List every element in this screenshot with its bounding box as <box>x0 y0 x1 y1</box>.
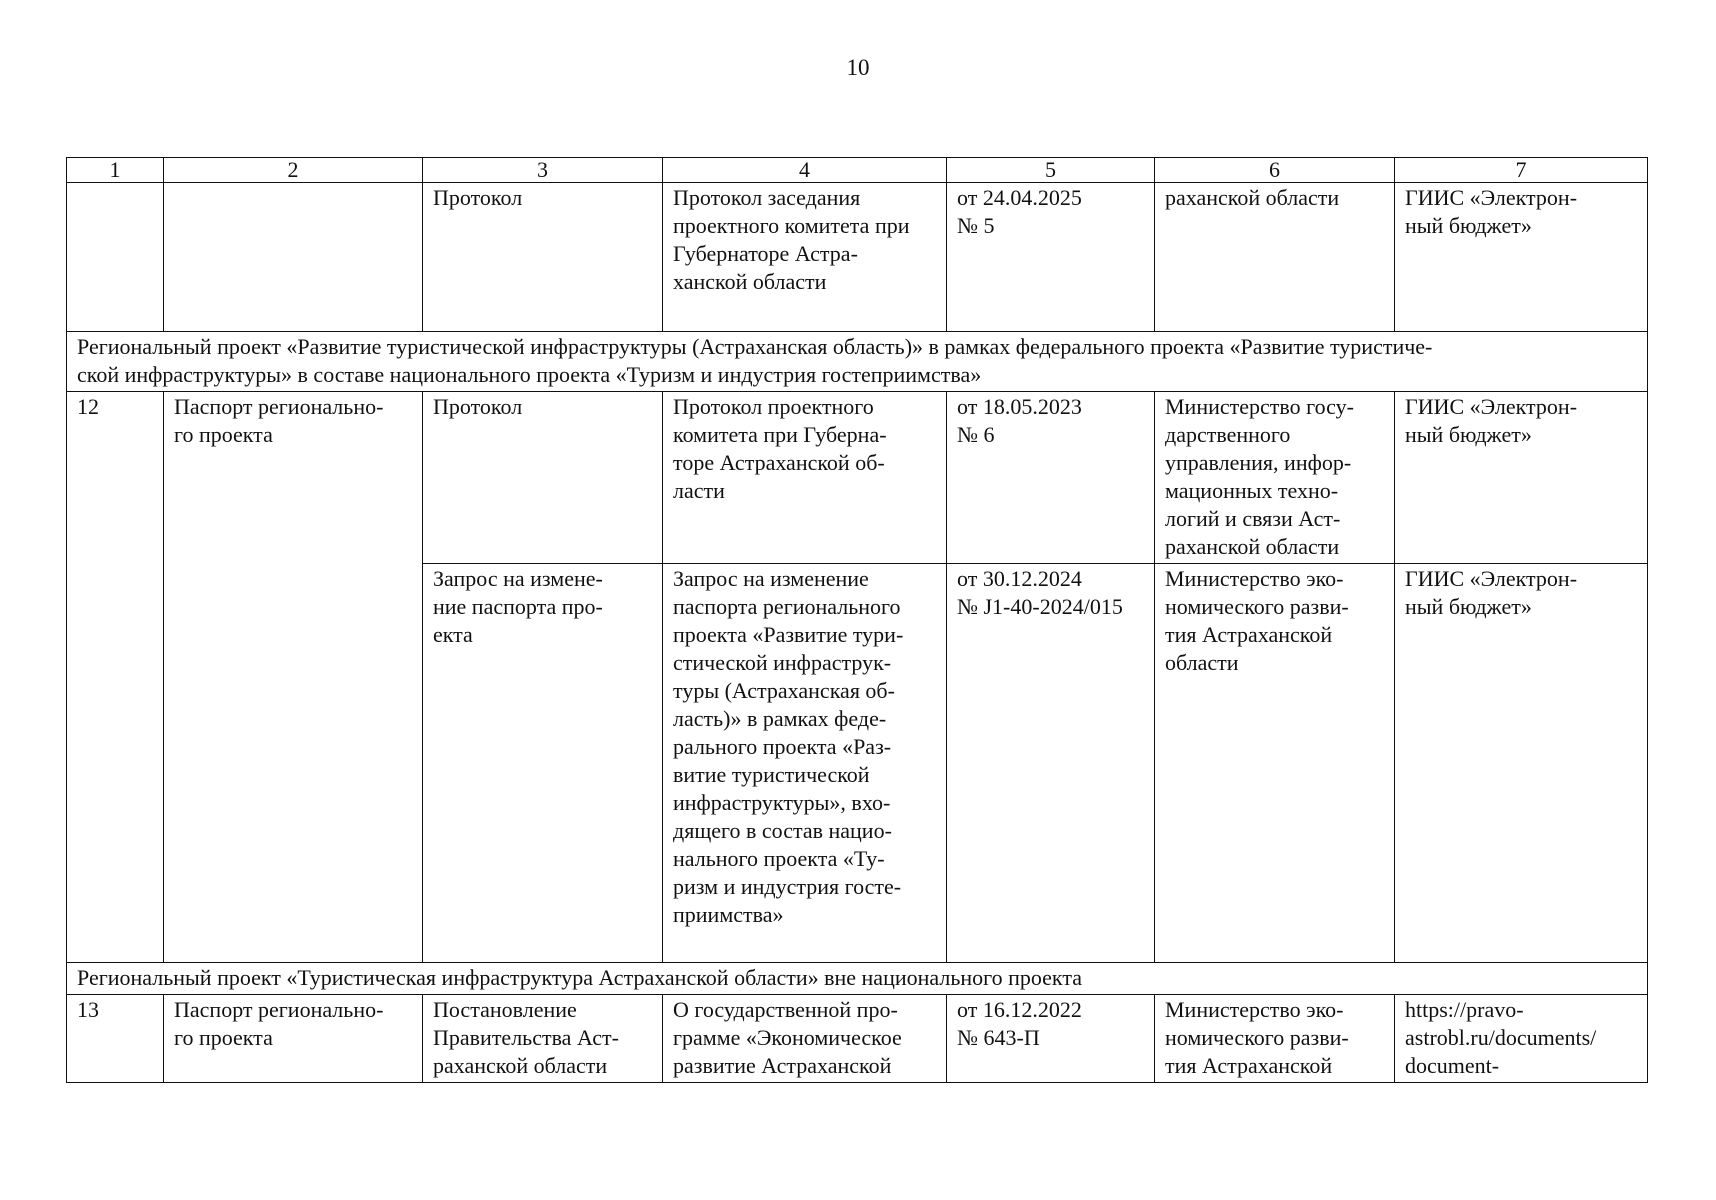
column-number-4: 4 <box>663 158 947 183</box>
cell-source-link[interactable]: https://pravo- astrobl.ru/documents/ document- <box>1395 995 1648 1083</box>
page-number: 10 <box>846 55 870 80</box>
column-number-2: 2 <box>164 158 423 183</box>
section-heading: Региональный проект «Развитие туристической инфраструктуры (Астраханская область)» в рамках федерального проекта «Развитие туристиче- ской инфраструктуры» в составе национального проекта «Туризм и индустрия гостеприимства» <box>67 332 1648 392</box>
cell-source: ГИИС «Электрон- ный бюджет» <box>1395 564 1648 963</box>
cell-document-title: О государственной про- грамме «Экономическое развитие Астраханской <box>663 995 947 1083</box>
table-row <box>67 392 1648 564</box>
cell-document-type: Протокол <box>423 392 663 564</box>
section-heading: Региональный проект «Туристическая инфраструктура Астраханской области» вне национального проекта <box>67 963 1648 995</box>
column-number-7: 7 <box>1395 158 1648 183</box>
cell-issuer: раханской области <box>1155 183 1395 332</box>
column-number-6: 6 <box>1155 158 1395 183</box>
column-number-row <box>67 158 1648 183</box>
cell-document-title: Протокол проектного комитета при Губерна- торе Астраханской об- ласти <box>663 392 947 564</box>
cell-issuer: Министерство эко- номического разви- тия Астраханской <box>1155 995 1395 1083</box>
cell-document-date: от 16.12.2022 № 643-П <box>947 995 1155 1083</box>
table-row-continuation <box>67 183 1648 332</box>
cell-document-type: Постановление Правительства Аст- раханской области <box>423 995 663 1083</box>
cell-document-name: Паспорт регионально- го проекта <box>164 392 423 963</box>
section-heading-row <box>67 332 1648 392</box>
cell-document-date: от 30.12.2024 № J1-40-2024/015 <box>947 564 1155 963</box>
cell-number <box>67 183 164 332</box>
cell-document-type: Запрос на измене- ние паспорта про- екта <box>423 564 663 963</box>
cell-document-title: Протокол заседания проектного комитета при Губернаторе Астра- ханской области <box>663 183 947 332</box>
document-table <box>66 157 1648 1083</box>
cell-document-title: Запрос на изменение паспорта регионального проекта «Развитие тури- стической инфраструк- туры (Астраханская об- ласть)» в рамках феде- рального проекта «Раз- витие туристической инфраструктуры», вхо- дящего в состав нацио- нального проекта «Ту- ризм и индустрия госте- приимства» <box>663 564 947 963</box>
column-number-3: 3 <box>423 158 663 183</box>
cell-source: ГИИС «Электрон- ный бюджет» <box>1395 392 1648 564</box>
cell-document-name: Паспорт регионально- го проекта <box>164 995 423 1083</box>
cell-document-date: от 24.04.2025 № 5 <box>947 183 1155 332</box>
cell-document-name <box>164 183 423 332</box>
cell-document-date: от 18.05.2023 № 6 <box>947 392 1155 564</box>
column-number-1: 1 <box>67 158 164 183</box>
cell-issuer: Министерство эко- номического разви- тия Астраханской области <box>1155 564 1395 963</box>
column-number-5: 5 <box>947 158 1155 183</box>
row-number: 12 <box>67 392 164 963</box>
section-heading-row <box>67 963 1648 995</box>
row-number: 13 <box>67 995 164 1083</box>
table-row <box>67 995 1648 1083</box>
cell-document-type: Протокол <box>423 183 663 332</box>
cell-source: ГИИС «Электрон- ный бюджет» <box>1395 183 1648 332</box>
cell-issuer: Министерство госу- дарственного управления, инфор- мационных техно- логий и связи Аст- раханской области <box>1155 392 1395 564</box>
